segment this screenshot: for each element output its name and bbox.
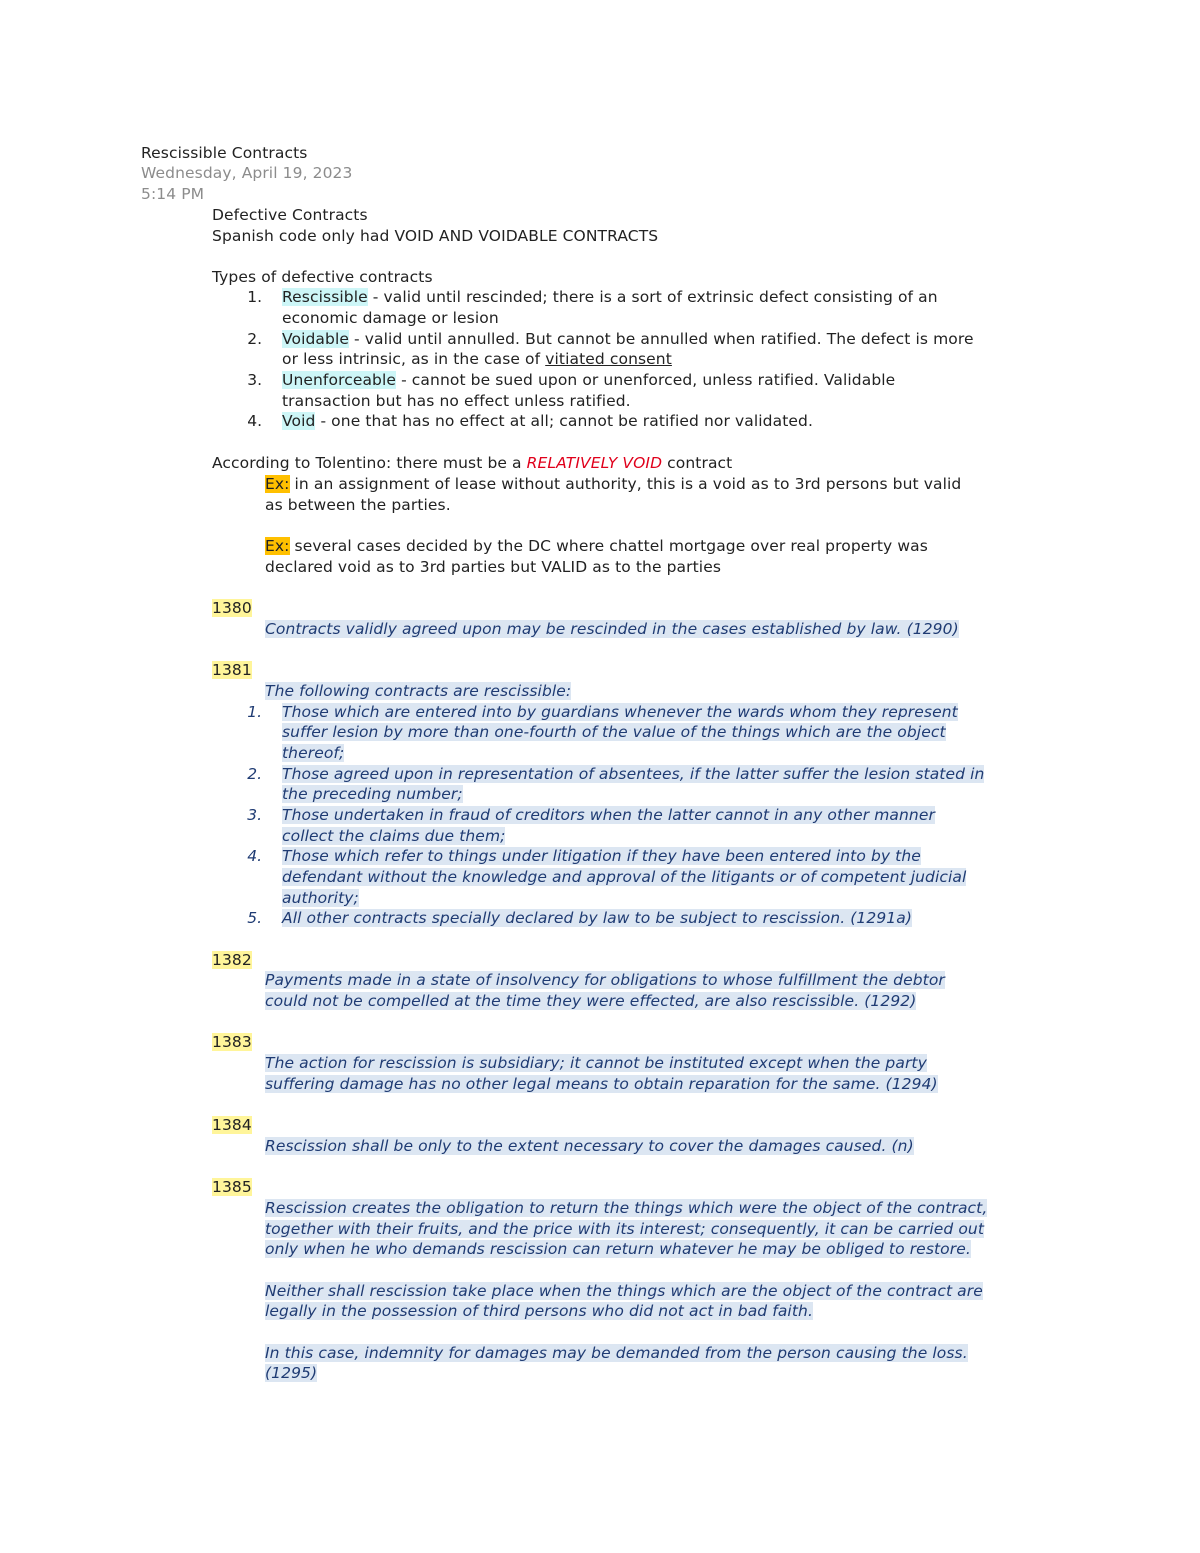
- article-line: suffering damage has no other legal means to obtain reparation for the same. (1294): [265, 1075, 938, 1093]
- list-number: 1.: [247, 288, 262, 306]
- list-number: 4.: [247, 847, 262, 865]
- list-item: [282, 411, 813, 431]
- example-text: in an assignment of lease without authority, this is a void as to 3rd persons but valid: [289, 475, 962, 493]
- spanish-code-note: Spanish code only had VOID AND VOIDABLE CONTRACTS: [212, 227, 659, 245]
- article-line: The following contracts are rescissible:: [265, 682, 572, 700]
- list-item: [282, 329, 974, 349]
- list-number: 3.: [247, 806, 262, 824]
- types-heading: Types of defective contracts: [212, 268, 433, 286]
- article-list-item: [282, 805, 935, 825]
- underlined-text: vitiated consent: [545, 350, 672, 368]
- article-number: [212, 1177, 252, 1197]
- section-heading: Defective Contracts: [212, 206, 368, 224]
- article-line: collect the claims due them;: [282, 827, 506, 845]
- article-text: [265, 1239, 971, 1259]
- article-list-item: [282, 826, 505, 846]
- article-text: [265, 1136, 914, 1156]
- list-item: [282, 370, 895, 390]
- example-text: several cases decided by the DC where chattel mortgage over real property was: [289, 537, 928, 555]
- list-item-continuation: [282, 349, 672, 369]
- article-list-item: [282, 908, 912, 928]
- article-text: [265, 1363, 317, 1383]
- list-item-text: - cannot be sued upon or unenforced, unless ratified. Validable: [396, 371, 896, 389]
- list-item-text: - one that has no effect at all; cannot be ratified nor validated.: [315, 412, 813, 430]
- article-line: defendant without the knowledge and approval of the litigants or of competent judicial: [282, 868, 967, 886]
- example-label: Ex:: [265, 537, 290, 555]
- article-line: Rescission creates the obligation to return the things which were the object of the contract,: [265, 1199, 988, 1217]
- article-line: only when he who demands rescission can return whatever he may be obliged to restore.: [265, 1240, 971, 1258]
- list-item-text: - valid until rescinded; there is a sort of extrinsic defect consisting of an: [367, 288, 938, 306]
- article-list-item: [282, 888, 359, 908]
- example-continuation: declared void as to 3rd parties but VALID as to the parties: [265, 558, 722, 576]
- term-highlight: Rescissible: [282, 288, 368, 306]
- relatively-void-emphasis: RELATIVELY VOID: [526, 454, 663, 472]
- term-highlight: Void: [282, 412, 316, 430]
- article-line: Neither shall rescission take place when the things which are the object of the contract are: [265, 1282, 983, 1300]
- article-number: [212, 660, 252, 680]
- article-number-highlight: 1384: [212, 1116, 252, 1134]
- article-line: Those undertaken in fraud of creditors when the latter cannot in any other manner: [282, 806, 935, 824]
- article-text: [265, 681, 571, 701]
- article-line: Those agreed upon in representation of absentees, if the latter suffer the lesion stated in: [282, 765, 985, 783]
- article-number-highlight: 1383: [212, 1033, 252, 1051]
- article-line: together with their fruits, and the price with its interest; consequently, it can be carried out: [265, 1220, 985, 1238]
- article-number: [212, 950, 252, 970]
- article-line: could not be compelled at the time they were effected, are also rescissible. (1292): [265, 992, 917, 1010]
- article-line: Those which are entered into by guardians whenever the wards whom they represent: [282, 703, 958, 721]
- article-number-highlight: 1380: [212, 599, 252, 617]
- article-line: the preceding number;: [282, 785, 463, 803]
- article-number: [212, 1032, 252, 1052]
- article-line: Those which refer to things under litigation if they have been entered into by the: [282, 847, 921, 865]
- list-item-text: - valid until annulled. But cannot be annulled when ratified. The defect is more: [349, 330, 974, 348]
- list-item-continuation: transaction but has no effect unless ratified.: [282, 392, 631, 410]
- article-line: thereof;: [282, 744, 345, 762]
- article-line: Payments made in a state of insolvency for obligations to whose fulfillment the debtor: [265, 971, 945, 989]
- article-list-item: [282, 743, 344, 763]
- article-number-highlight: 1382: [212, 951, 252, 969]
- article-line: authority;: [282, 889, 359, 907]
- tolentino-text: contract: [662, 454, 733, 472]
- list-number: 5.: [247, 909, 262, 927]
- article-line: (1295): [265, 1364, 318, 1382]
- term-highlight: Unenforceable: [282, 371, 397, 389]
- page-title: Rescissible Contracts: [141, 144, 308, 162]
- list-number: 3.: [247, 371, 262, 389]
- article-line: In this case, indemnity for damages may be demanded from the person causing the loss.: [265, 1344, 968, 1362]
- example-label: Ex:: [265, 475, 290, 493]
- page-time: 5:14 PM: [141, 185, 205, 203]
- article-text: [265, 1343, 968, 1363]
- list-number: 2.: [247, 765, 262, 783]
- article-number-highlight: 1385: [212, 1178, 252, 1196]
- article-text: [265, 1053, 927, 1073]
- list-item-text: or less intrinsic, as in the case of: [282, 350, 546, 368]
- page-date: Wednesday, April 19, 2023: [141, 164, 353, 182]
- article-text: [265, 1301, 813, 1321]
- article-text: [265, 619, 959, 639]
- article-line: suffer lesion by more than one-fourth of the value of the things which are the object: [282, 723, 946, 741]
- article-number: [212, 1115, 252, 1135]
- tolentino-line: [212, 453, 732, 473]
- article-list-item: [282, 867, 966, 887]
- article-list-item: [282, 722, 946, 742]
- example-line: [265, 536, 928, 556]
- example-line: [265, 474, 961, 494]
- article-text: [265, 970, 945, 990]
- article-list-item: [282, 764, 984, 784]
- article-number: [212, 598, 252, 618]
- list-item-continuation: economic damage or lesion: [282, 309, 499, 327]
- term-highlight: Voidable: [282, 330, 350, 348]
- article-text: [265, 1219, 984, 1239]
- tolentino-text: According to Tolentino: there must be a: [212, 454, 527, 472]
- list-item: [282, 287, 938, 307]
- article-text: [265, 1281, 983, 1301]
- article-list-item: [282, 846, 921, 866]
- article-text: [265, 1074, 938, 1094]
- article-line: The action for rescission is subsidiary; it cannot be instituted except when the party: [265, 1054, 927, 1072]
- example-continuation: as between the parties.: [265, 496, 451, 514]
- article-line: Contracts validly agreed upon may be rescinded in the cases established by law. (1290): [265, 620, 959, 638]
- article-list-item: [282, 784, 463, 804]
- article-text: [265, 991, 916, 1011]
- article-text: [265, 1198, 987, 1218]
- article-line: Rescission shall be only to the extent necessary to cover the damages caused. (n): [265, 1137, 914, 1155]
- list-number: 1.: [247, 703, 262, 721]
- article-list-item: [282, 702, 958, 722]
- article-line: legally in the possession of third persons who did not act in bad faith.: [265, 1302, 813, 1320]
- list-number: 2.: [247, 330, 262, 348]
- list-number: 4.: [247, 412, 262, 430]
- article-line: All other contracts specially declared by law to be subject to rescission. (1291a): [282, 909, 913, 927]
- article-number-highlight: 1381: [212, 661, 252, 679]
